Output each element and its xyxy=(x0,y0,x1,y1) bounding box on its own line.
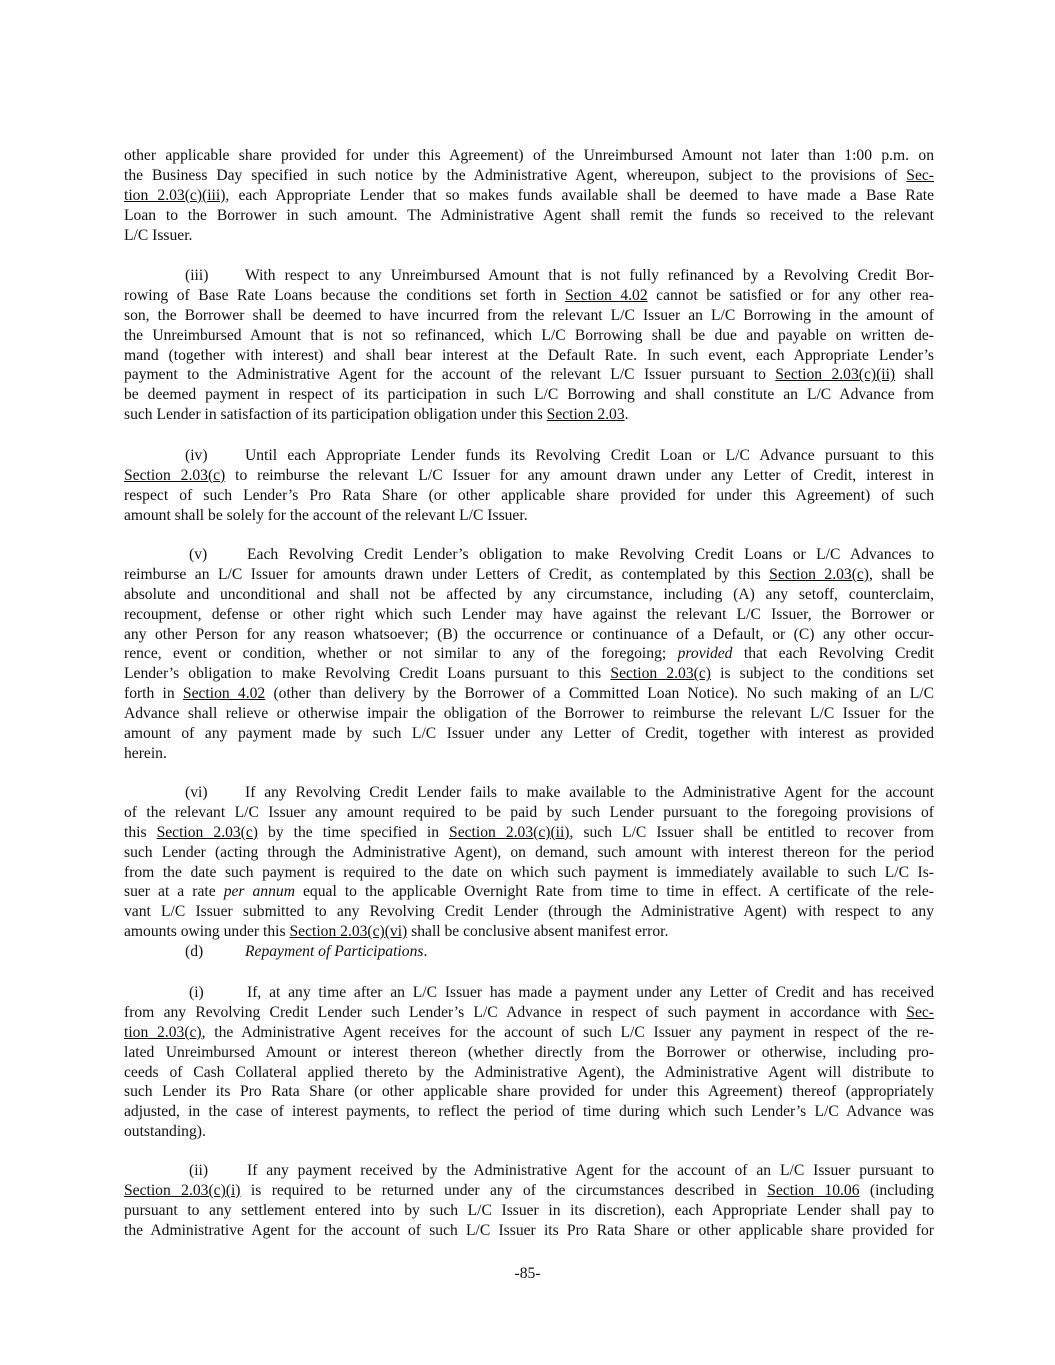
paragraph-number: (ii) xyxy=(189,1162,209,1179)
section-reference: Section 2.03 xyxy=(546,406,625,424)
text-line: such Lender (acting through the Administrative Agent), on demand, such amount with interest thereon for the period xyxy=(124,843,934,861)
text-line: reimburse an L/C Issuer for amounts drawn under Letters of Credit, as contemplated by this Section 2.03(c), shall be xyxy=(124,565,934,583)
paragraph-number: (d) xyxy=(185,943,204,960)
text-line: be deemed payment in respect of its participation in such L/C Borrowing and shall constitute an L/C Advance from xyxy=(124,386,934,404)
text-line: recoupment, defense or other right which such Lender may have against the relevant L/C Issuer, the Borrower or xyxy=(124,605,934,623)
paragraph-ii xyxy=(124,1161,934,1241)
text-line: from the date such payment is required to the date on which such payment is immediately available to such L/C Is- xyxy=(124,863,934,881)
section-reference: Section 4.02 xyxy=(182,685,266,703)
paragraph-number: (iii) xyxy=(185,267,209,284)
text-line: the Administrative Agent for the account of such L/C Issuer its Pro Rata Share or other applicable share provided for xyxy=(124,1221,934,1239)
paragraph-number: (vi) xyxy=(185,784,208,801)
text-line: herein. xyxy=(124,744,167,762)
text-line: lated Unreimbursed Amount or interest thereon (whether directly from the Borrower or otherwise, including pro- xyxy=(124,1043,934,1061)
text-line: tion 2.03(c)(iii), each Appropriate Lender that so makes funds available shall be deemed to have made a Base Rate xyxy=(124,186,934,204)
text-line: Loan to the Borrower in such amount. The Administrative Agent shall remit the funds so received to the relevant xyxy=(124,206,934,224)
section-reference: Section 2.03(c) xyxy=(769,565,869,583)
text-line: other applicable share provided for under this Agreement) of the Unreimbursed Amount not later than 1:00 p.m. on xyxy=(124,147,934,164)
text-line: Lender’s obligation to make Revolving Credit Loans pursuant to this Section 2.03(c) is subject to the conditions set xyxy=(124,665,934,683)
text-line: forth in Section 4.02 (other than delivery by the Borrower of a Committed Loan Notice). No such making of an L/C xyxy=(124,685,934,703)
text-line: (v) Each Revolving Credit Lender’s obligation to make Revolving Credit Loans or L/C Advances to xyxy=(189,546,934,563)
paragraph-number: (v) xyxy=(189,546,208,563)
paragraph-iii xyxy=(124,266,934,425)
italic-term: per annum xyxy=(223,883,295,901)
section-heading-d xyxy=(124,942,934,962)
text-line: (i) If, at any time after an L/C Issuer has made a payment under any Letter of Credit and has received xyxy=(189,984,934,1001)
text-line: rowing of Base Rate Loans because the conditions set forth in Section 4.02 cannot be satisfied or for any other rea- xyxy=(124,286,934,304)
section-reference: Section 2.03(c)(ii) xyxy=(449,823,570,841)
text-line: payment to the Administrative Agent for the account of the relevant L/C Issuer pursuant to Section 2.03(c)(ii) shall xyxy=(124,366,935,384)
text-line: Section 2.03(c) to reimburse the relevant L/C Issuer for any amount drawn under any Letter of Credit, interest in xyxy=(124,466,934,484)
text-line: adjusted, in the case of interest payments, to reflect the period of time during which such Lender’s L/C Advance was xyxy=(124,1103,934,1121)
paragraph-iv xyxy=(124,446,934,526)
text-line: tion 2.03(c), the Administrative Agent receives for the account of such L/C Issuer any payment in respect of the re- xyxy=(124,1023,934,1041)
heading-title: Repayment of Participations xyxy=(245,943,424,960)
text-line: from any Revolving Credit Lender such Lender’s L/C Advance in respect of such payment in accordance with Sec- xyxy=(124,1003,934,1021)
text-line: (d) Repayment of Participations. xyxy=(185,943,428,960)
text-line: Advance shall relieve or otherwise impair the obligation of the Borrower to reimburse the relevant L/C Issuer for the xyxy=(124,705,934,723)
section-reference: Section 2.03(c)(ii) xyxy=(775,366,896,384)
text-line: (ii) If any payment received by the Administrative Agent for the account of an L/C Issuer pursuant to xyxy=(189,1162,934,1179)
page-number: -85- xyxy=(514,1265,541,1282)
text-line: amounts owing under this Section 2.03(c)(vi) shall be conclusive absent manifest error. xyxy=(124,923,669,941)
text-line: pursuant to any settlement entered into by such L/C Issuer in its discretion), each Appropriate Lender shall pay to xyxy=(124,1201,934,1219)
text-line: vant L/C Issuer submitted to any Revolving Credit Lender (through the Administrative Agent) with respect to any xyxy=(124,903,934,921)
text-line: respect of such Lender’s Pro Rata Share (or other applicable share provided for under this Agreement) of such xyxy=(124,486,934,504)
text-line: absolute and unconditional and shall not be affected by any circumstance, including (A) any setoff, counterclaim, xyxy=(124,585,934,603)
section-reference: Section 4.02 xyxy=(565,286,648,304)
text-line: such Lender its Pro Rata Share (or other applicable share provided for under this Agreement) thereof (appropriately xyxy=(124,1083,934,1101)
text-line: this Section 2.03(c) by the time specified in Section 2.03(c)(ii), such L/C Issuer shall be entitled to recover from xyxy=(124,823,934,841)
section-reference: Section 10.06 xyxy=(767,1181,860,1199)
text-line: any other Person for any reason whatsoever; (B) the occurrence or continuance of a Default, or (C) any other occur- xyxy=(124,625,934,643)
text-line: amount shall be solely for the account of the relevant L/C Issuer. xyxy=(124,506,528,524)
section-reference: Sec- xyxy=(906,166,934,184)
text-line: mand (together with interest) and shall bear interest at the Default Rate. In such event, each Appropriate Lender’s xyxy=(124,346,934,364)
text-line: outstanding). xyxy=(124,1123,206,1141)
section-reference: Sec- xyxy=(906,1003,934,1021)
text-line: (iv) Until each Appropriate Lender funds its Revolving Credit Loan or L/C Advance pursuant to this xyxy=(185,447,934,464)
text-line: (iii) With respect to any Unreimbursed Amount that is not fully refinanced by a Revolving Credit Bor- xyxy=(185,267,934,284)
text-line: suer at a rate per annum equal to the applicable Overnight Rate from time to time in effect. A certificate of the rele- xyxy=(124,883,934,901)
paragraph-v xyxy=(124,545,934,764)
text-line: of the relevant L/C Issuer any amount required to be paid by such Lender pursuant to the foregoing provisions of xyxy=(124,803,934,821)
section-reference: tion 2.03(c)(iii) xyxy=(124,186,226,204)
section-reference: Section 2.03(c)(vi) xyxy=(289,923,408,941)
text-line: such Lender in satisfaction of its participation obligation under this Section 2.03. xyxy=(124,406,629,424)
text-line: (vi) If any Revolving Credit Lender fails to make available to the Administrative Agent for the account xyxy=(185,784,934,801)
paragraph-i xyxy=(124,983,934,1142)
text-line: the Unreimbursed Amount that is not so refinanced, which L/C Borrowing shall be due and payable on written de- xyxy=(124,326,934,344)
paragraph-number: (iv) xyxy=(185,447,208,464)
section-reference: Section 2.03(c) xyxy=(610,665,711,683)
text-line: the Business Day specified in such notice by the Administrative Agent, whereupon, subject to the provisions of Sec- xyxy=(124,166,934,184)
paragraph-number: (i) xyxy=(189,984,204,1001)
text-line: L/C Issuer. xyxy=(124,226,193,244)
text-line: rence, event or condition, whether or not similar to any of the foregoing; provided that each Revolving Credit xyxy=(124,645,934,663)
section-reference: Section 2.03(c) xyxy=(156,823,258,841)
section-reference: Section 2.03(c) xyxy=(124,466,226,484)
paragraph-vi xyxy=(124,783,934,942)
section-reference: Section 2.03(c)(i) xyxy=(124,1181,241,1199)
text-line: son, the Borrower shall be deemed to have incurred from the relevant L/C Issuer an L/C Borrowing in the amount of xyxy=(124,306,934,324)
italic-term: provided xyxy=(677,645,733,663)
section-reference: tion 2.03(c) xyxy=(124,1023,202,1041)
text-line: ceeds of Cash Collateral applied thereto by the Administrative Agent), the Administrative Agent will distribute to xyxy=(124,1063,934,1081)
text-line: Section 2.03(c)(i) is required to be returned under any of the circumstances described in Section 10.06 (including xyxy=(124,1181,935,1199)
text-line: amount of any payment made by such L/C Issuer under any Letter of Credit, together with interest as provided xyxy=(124,725,934,743)
paragraph-continuation xyxy=(124,146,934,245)
